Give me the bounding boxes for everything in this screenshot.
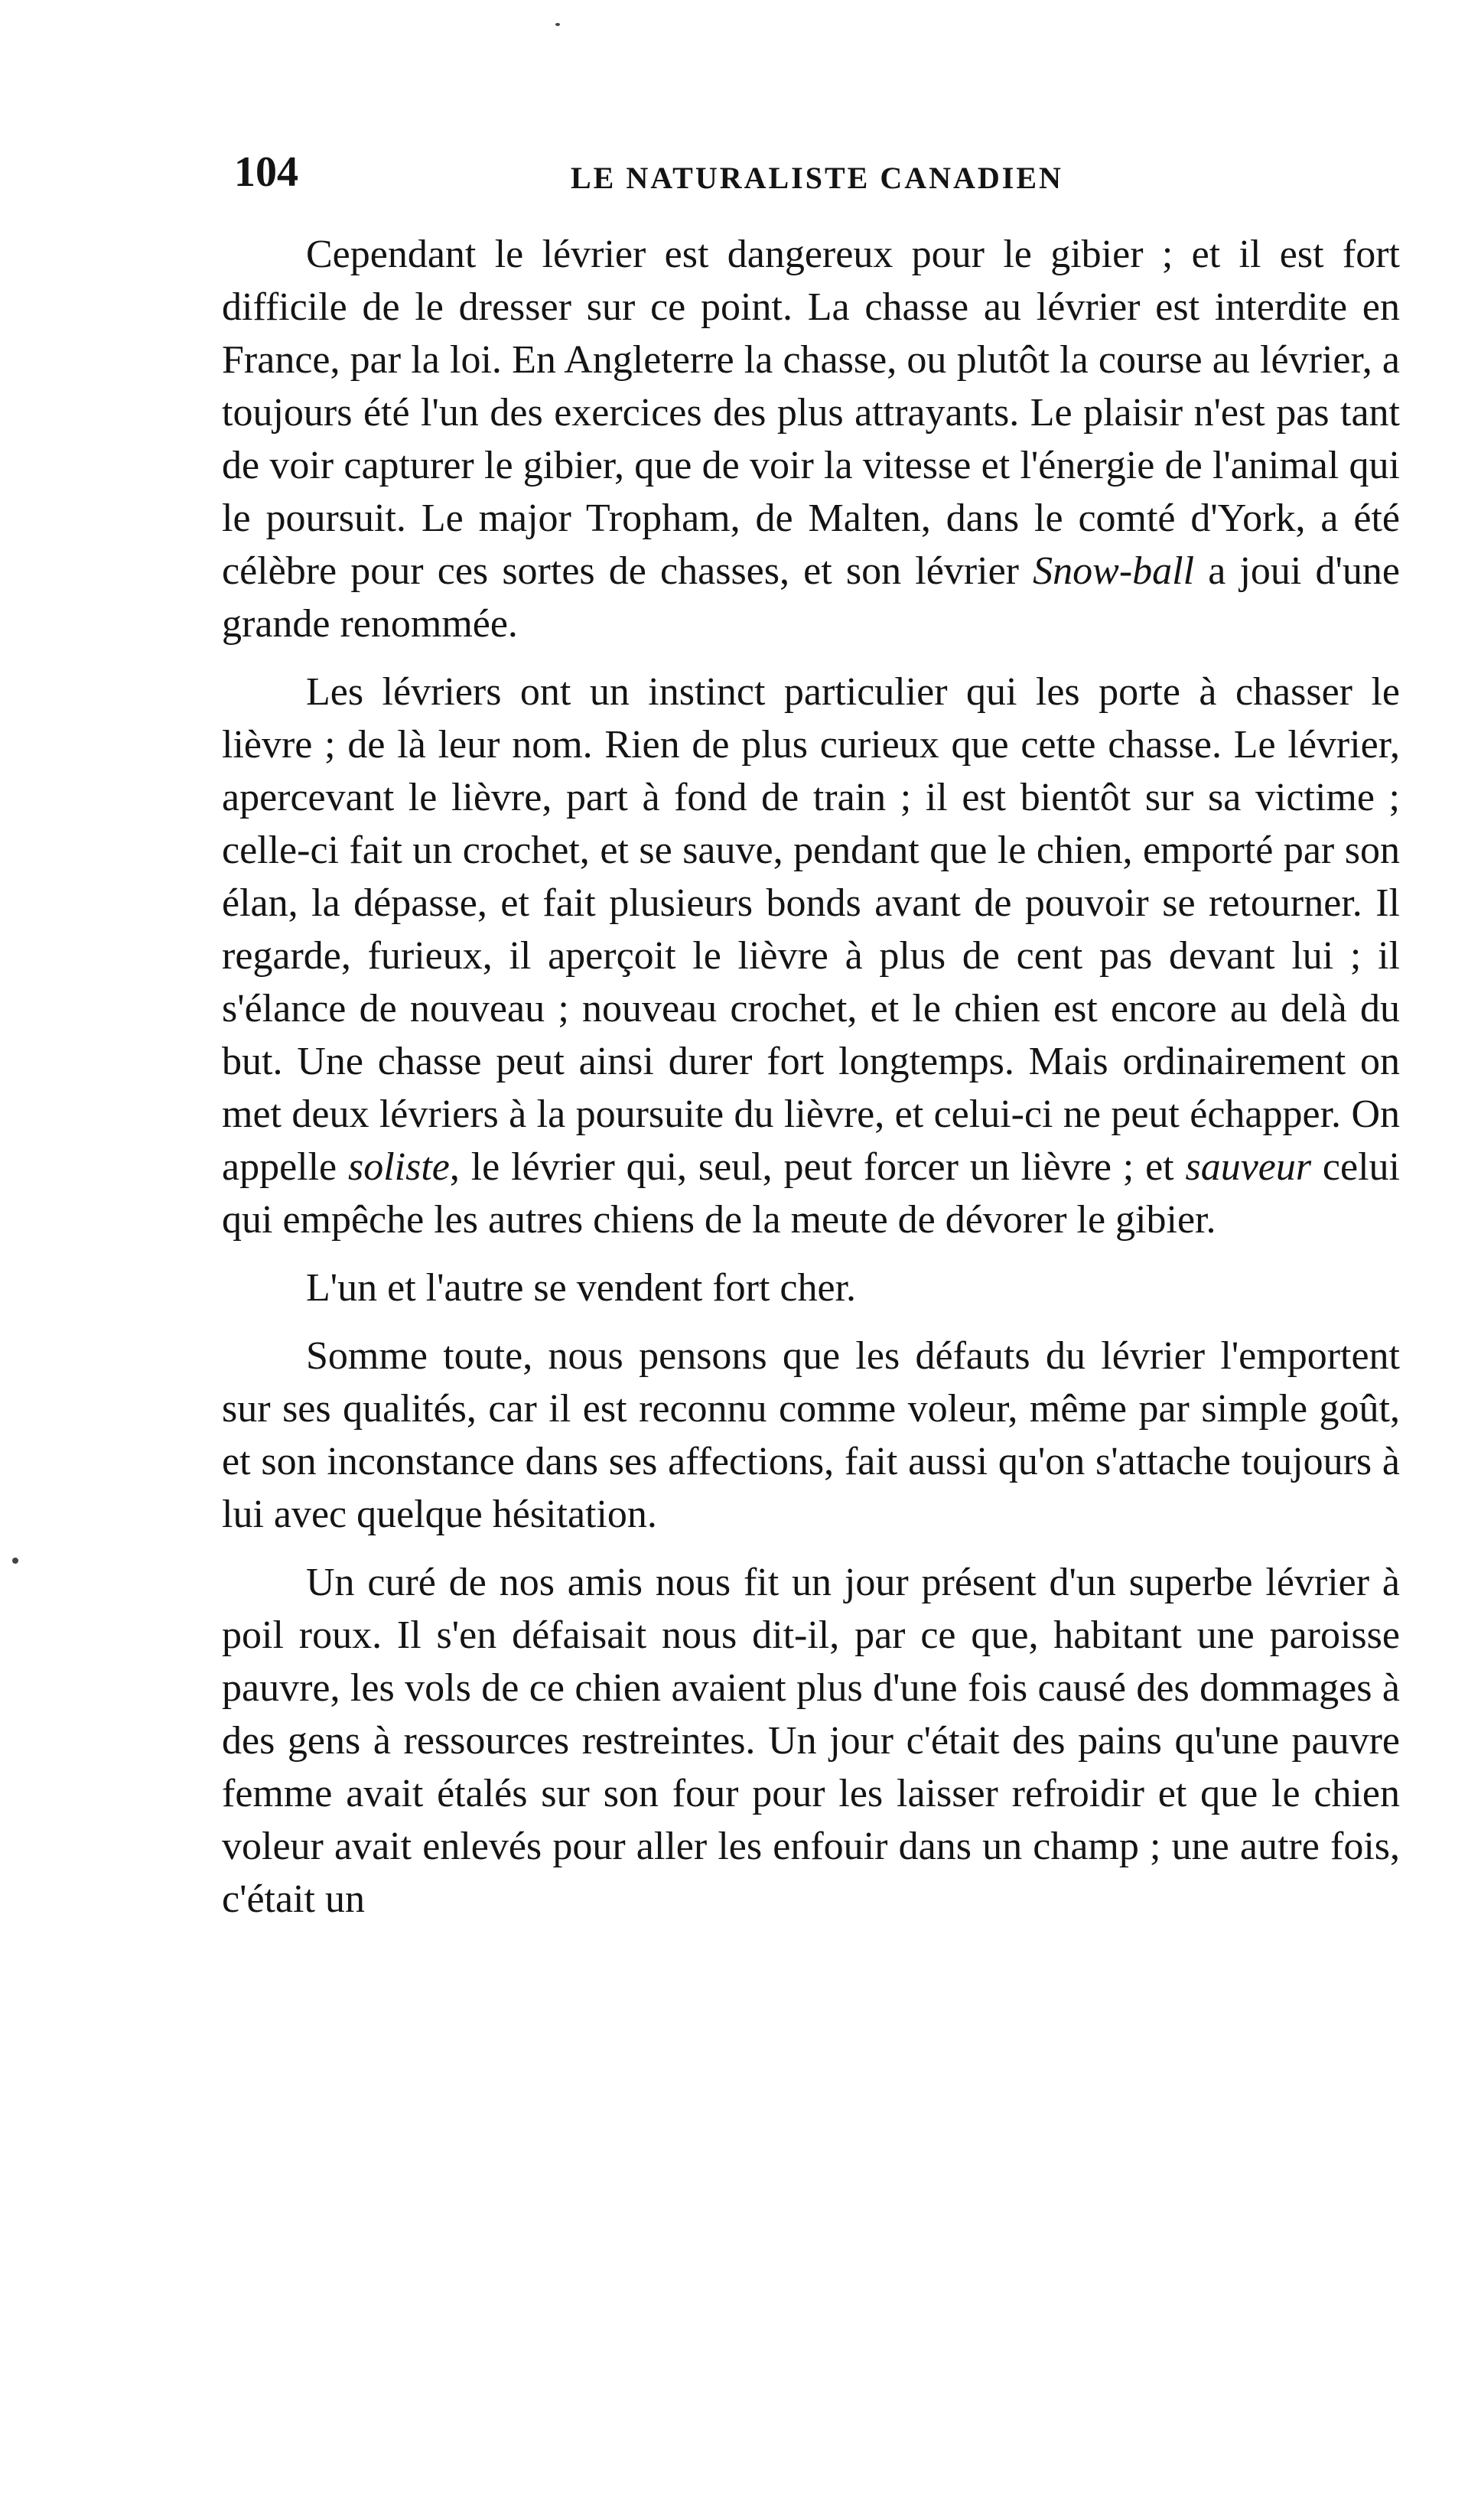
paragraph-5: Un curé de nos amis nous fit un jour présent d'un superbe lévrier à poil roux. Il s'en défaisait nous dit-il, par ce que, habitant une paroisse pauvre, les vols de ce chien avaient plus d'une fois causé des dommages à des gens à ressources restreintes. Un jour c'était des pains qu'une pauvre femme avait étalés sur son four pour les laisser refroidir et que le chien voleur avait enlevés pour aller les enfouir dans un champ ; une autre fois, c'était un	[222, 1561, 1400, 1921]
running-head	[234, 145, 1405, 207]
dog-name-italic: Snow-ball	[1033, 549, 1195, 593]
term-sauveur: sauveur	[1185, 1145, 1312, 1189]
page-number: 104	[234, 148, 298, 196]
term-soliste: soliste	[347, 1145, 450, 1189]
paragraph-1: Cependant le lévrier est dangereux pour le gibier ; et il est fort difficile de le dresser sur ce point. La chasse au lévrier est interdite en France, par la loi. En Angleterre la chasse, ou plutôt la course au lévrier, a toujours été l'un des exercices des plus attrayants. Le plaisir n'est pas tant de voir capturer le gibier, que de voir la vitesse et l'énergie de l'animal qui le poursuit. Le major Tropham, de Malten, dans le comté d'York, a été célèbre pour ces sortes de chasses, et son lévrier Snow-ball a joui d'une grande renommée.	[222, 233, 1400, 646]
journal-title: LE NATURALISTE CANADIEN	[571, 161, 1063, 195]
body-text	[222, 228, 1400, 1926]
print-speck	[12, 1558, 18, 1564]
paragraph-3: L'un et l'autre se vendent fort cher.	[306, 1266, 857, 1310]
print-speck	[555, 23, 560, 26]
paragraph-4: Somme toute, nous pensons que les défauts du lévrier l'emportent sur ses qualités, car il est reconnu comme voleur, même par simple goût, et son inconstance dans ses affections, fait aussi qu'on s'attache toujours à lui avec quelque hésitation.	[222, 1334, 1400, 1536]
paragraph-2: Les lévriers ont un instinct particulier qui les porte à chasser le lièvre ; de là leur nom. Rien de plus curieux que cette chasse. Le lévrier, apercevant le lièvre, part à fond de train ; il est bientôt sur sa victime ; celle-ci fait un crochet, et se sauve, pendant que le chien, emporté par son élan, la dépasse, et fait plusieurs bonds avant de pouvoir se retourner. Il regarde, furieux, il aperçoit le lièvre à plus de cent pas devant lui ; il s'élance de nouveau ; nouveau crochet, et le chien est encore au delà du but. Une chasse peut ainsi durer fort longtemps. Mais ordinairement on met deux lévriers à la poursuite du lièvre, et celui-ci ne peut échapper. On appelle soliste, le lévrier qui, seul, peut forcer un lièvre ; et sauveur celui qui empêche les autres chiens de la meute de dévorer le gibier.	[222, 670, 1400, 1242]
